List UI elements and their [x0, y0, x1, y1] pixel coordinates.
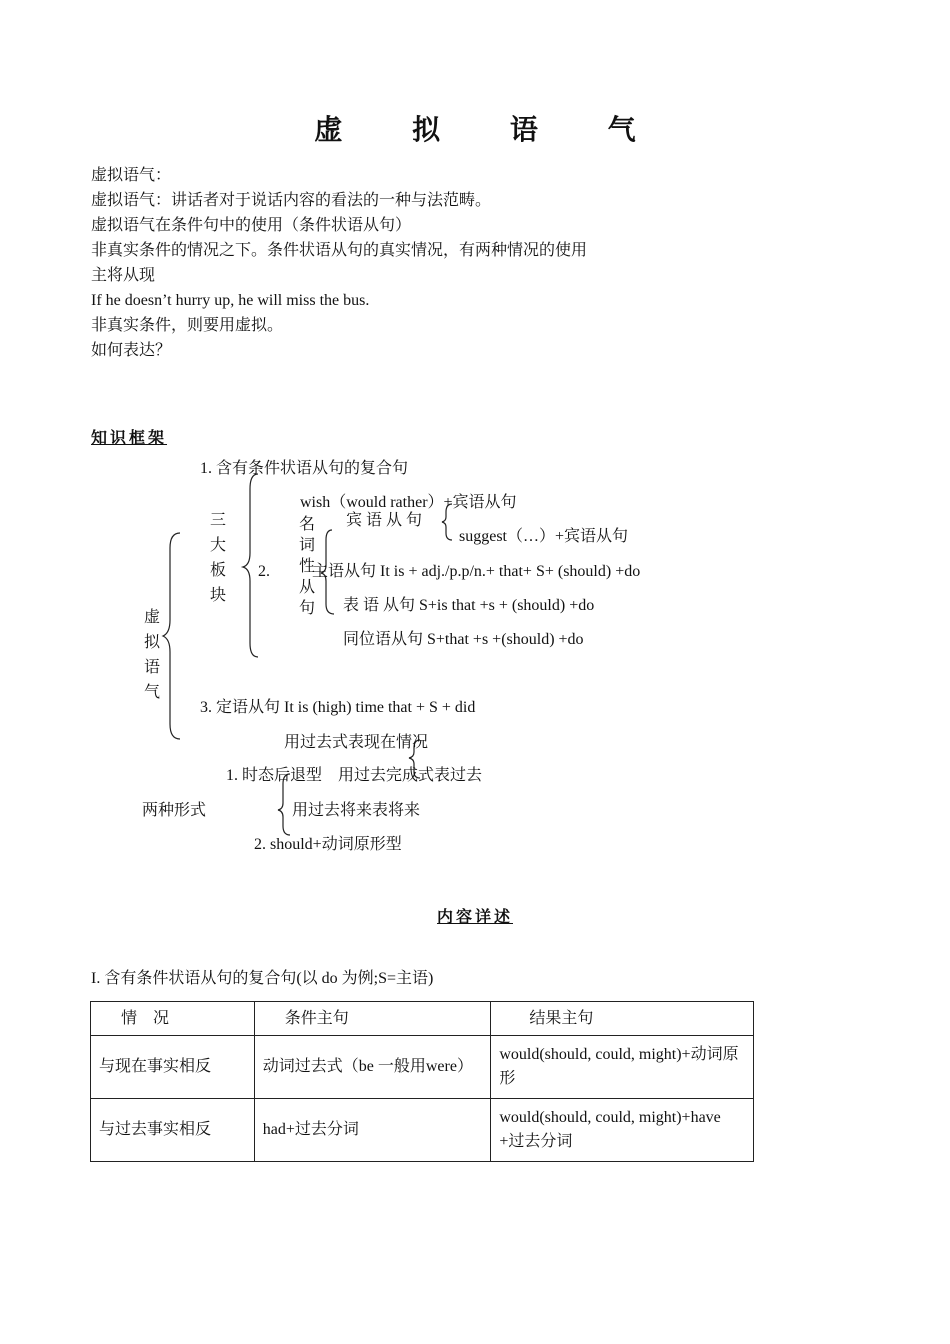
appositive-clause: 同位语从句 S+that +s +(should) +do: [343, 631, 584, 648]
form-2-label: 2. should+动词原形型: [254, 836, 402, 853]
tense-past-future-for-future: 用过去将来表将来: [292, 802, 421, 819]
table-row: [91, 1036, 754, 1099]
conditional-table: [90, 1001, 754, 1162]
root-brace: [163, 533, 180, 739]
table-cell: 动词过去式（be 一般用were）: [254, 1036, 491, 1099]
intro-line: If he doesn’t hurry up, he will miss the bus.: [91, 292, 370, 309]
details-heading-text: 内容详述: [436, 907, 513, 926]
details-heading: [0, 904, 950, 927]
intro-line: 非真实条件，则要用虚拟。: [91, 317, 284, 334]
intro-line: 虚拟语气：: [91, 167, 172, 184]
intro-line: 非真实条件的情况之下。条件状语从句的真实情况，有两种情况的使用: [91, 242, 588, 259]
tense-past-perfect-for-past: 用过去完成式表过去: [338, 767, 483, 784]
suggest-clause: suggest（…）+宾语从句: [459, 528, 629, 545]
page-title: 虚 拟 语 气: [314, 113, 666, 146]
table-header-row: [91, 1002, 754, 1036]
group-brace: [243, 474, 258, 657]
predicative-clause: 表 语 从句 S+is that +s + (should) +do: [343, 597, 595, 614]
wish-clause: wish（would rather）+宾语从句: [300, 494, 517, 511]
noun-clause-label: 名词性从句: [298, 516, 315, 617]
table-cell: would(should, could, might)+动词原形: [491, 1036, 754, 1099]
tense-past-for-present: 用过去式表现在情况: [284, 734, 429, 751]
framework-heading: 知识框架: [91, 428, 168, 447]
table-header-cell: 条件主句: [254, 1002, 491, 1036]
framework-item-3: 3. 定语从句 It is (high) time that + S + did: [200, 699, 476, 716]
table-cell: 与过去事实相反: [91, 1099, 255, 1162]
section-1-title: I. 含有条件状语从句的复合句(以 do 为例;S=主语): [91, 970, 434, 987]
table-header-cell: 结果主句: [491, 1002, 754, 1036]
framework-item-1: 1. 含有条件状语从句的复合句: [200, 460, 409, 477]
intro-paragraphs: [91, 165, 587, 365]
subject-clause: 主语从句 It is + adj./p.p/n.+ that+ S+ (should) +do: [312, 563, 641, 580]
table-cell: 与现在事实相反: [91, 1036, 255, 1099]
intro-line: 虚拟语气：讲话者对于说话内容的看法的一种与法范畴。: [91, 192, 492, 209]
table-cell: had+过去分词: [254, 1099, 491, 1162]
intro-line: 如何表达？: [91, 342, 172, 359]
table-cell: would(should, could, might)+have +过去分词: [491, 1099, 754, 1162]
group-label: 三大板块: [209, 512, 226, 604]
framework-item-2-number: 2.: [258, 563, 270, 580]
form-1-label: 1. 时态后退型: [226, 767, 323, 784]
table-row: [91, 1099, 754, 1162]
intro-line: 主将从现: [91, 267, 156, 284]
root-label: 虚拟语气: [143, 609, 160, 701]
two-forms-label: 两种形式: [142, 802, 207, 819]
object-clause-label: 宾 语 从 句: [346, 512, 423, 529]
table-header-cell: 情 况: [91, 1002, 255, 1036]
intro-line: 虚拟语气在条件句中的使用（条件状语从句）: [91, 217, 412, 234]
